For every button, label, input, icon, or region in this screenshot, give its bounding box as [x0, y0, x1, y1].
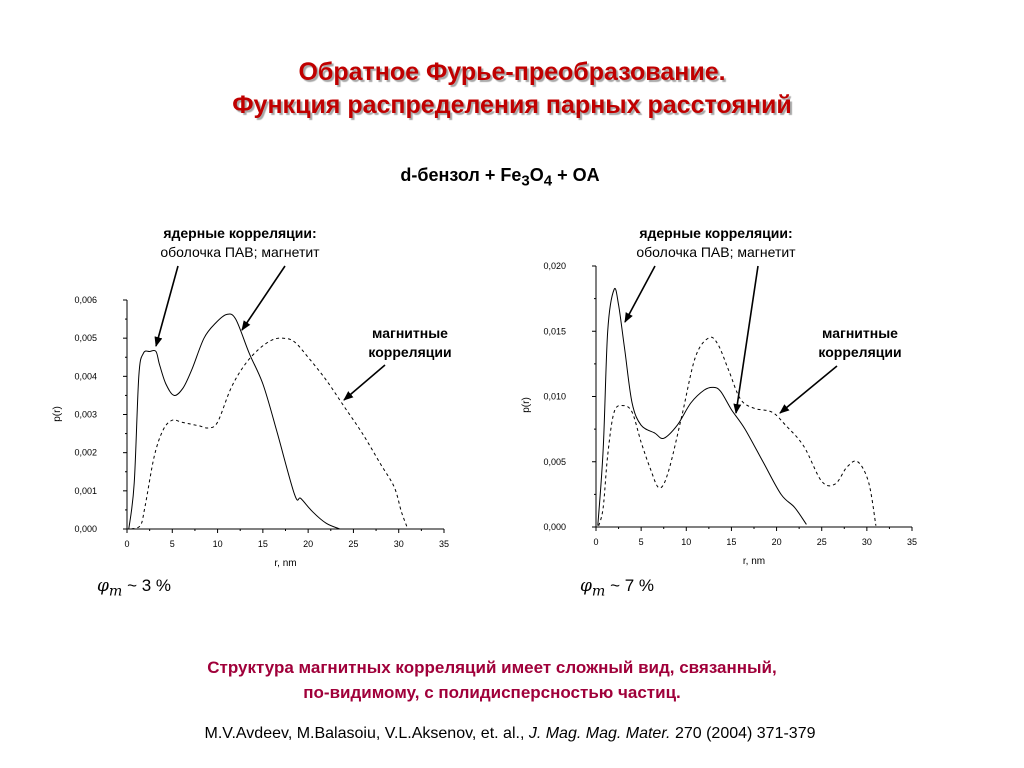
x-tick-label: 0: [124, 539, 130, 549]
y-tick-label: 0,003: [74, 409, 97, 420]
x-tick-label: 30: [861, 537, 872, 547]
sample-sub2: 4: [543, 172, 553, 190]
x-tick-label: 20: [303, 539, 314, 549]
y-tick-label: 0,006: [74, 295, 97, 305]
phi-value: ~ 3 %: [122, 576, 172, 595]
conclusion-line1: Структура магнитных корреляций имеет сложный вид, связанный,: [207, 658, 777, 677]
sample-suffix: + OA: [552, 165, 600, 185]
series-line-dashed: [599, 337, 876, 526]
arrow-nuclear-left-shell: [156, 266, 178, 346]
y-tick-label: 0,000: [74, 524, 97, 534]
x-tick-label: 10: [212, 539, 223, 549]
page-title-line1: Обратное Фурье-преобразование.: [298, 58, 726, 86]
x-tick-label: 0: [593, 537, 599, 547]
x-tick-label: 20: [771, 537, 782, 547]
y-tick-label: 0,000: [543, 522, 566, 532]
y-tick-label: 0,020: [543, 261, 566, 271]
sample-prefix: d-бензол + Fe: [400, 165, 522, 185]
y-tick-label: 0,010: [543, 391, 566, 402]
arrow-nuclear-right-magnetite: [736, 266, 758, 413]
y-tick-label: 0,005: [543, 456, 566, 467]
y-axis-label: p(r): [521, 397, 532, 413]
magnetic-line2: корреляции: [818, 344, 902, 360]
x-tick-label: 30: [393, 539, 404, 549]
conclusion-line2: по-видимому, с полидисперсностью частиц.: [303, 683, 681, 702]
x-tick-label: 5: [638, 537, 644, 547]
x-tick-label: 15: [726, 537, 737, 547]
sample-sub1: 3: [521, 172, 530, 190]
arrow-nuclear-right-shell: [625, 266, 655, 322]
y-tick-label: 0,001: [74, 485, 97, 496]
x-tick-label: 10: [681, 537, 692, 547]
series-line-solid: [598, 288, 807, 525]
nuclear-detail: оболочка ПАВ; магнетит: [160, 244, 320, 260]
page-title-line2: Функция распределения парных расстояний: [232, 91, 792, 119]
phi-symbol: φ: [97, 576, 109, 596]
y-tick-label: 0,005: [74, 333, 97, 344]
y-tick-label: 0,002: [74, 447, 97, 458]
x-tick-label: 35: [906, 537, 918, 547]
nuclear-title: ядерные корреляции:: [163, 225, 317, 241]
y-axis-label: p(r): [52, 406, 63, 422]
phi-sub: m: [108, 583, 123, 600]
citation-rest: 270 (2004) 371-379: [670, 725, 816, 742]
magnetic-line2: корреляции: [368, 344, 452, 360]
series-line-dashed: [132, 338, 408, 529]
arrow-nuclear-left-magnetite: [242, 266, 285, 330]
citation-authors: M.V.Avdeev, M.Balasoiu, V.L.Aksenov, et. al.,: [204, 725, 529, 742]
phi-sub: m: [591, 583, 606, 600]
magnetic-line1: магнитные: [372, 325, 448, 341]
y-tick-label: 0,015: [543, 326, 566, 337]
arrow-magnetic-left: [344, 365, 385, 400]
x-tick-label: 35: [438, 539, 450, 549]
citation-journal: J. Mag. Mag. Mater.: [528, 725, 671, 742]
arrow-magnetic-right: [780, 366, 837, 413]
annotation-arrows: [156, 266, 837, 413]
magnetic-line1: магнитные: [822, 325, 898, 341]
nuclear-detail: оболочка ПАВ; магнетит: [636, 244, 796, 260]
chart-left: [52, 295, 449, 569]
x-axis-label: r, nm: [274, 558, 297, 569]
phi-symbol: φ: [580, 576, 592, 596]
phi-value: ~ 7 %: [605, 576, 655, 595]
x-tick-label: 15: [257, 539, 268, 549]
x-tick-label: 25: [348, 539, 359, 549]
x-tick-label: 5: [169, 539, 175, 549]
chart-right: [521, 261, 917, 567]
series-line-solid: [129, 314, 340, 529]
x-tick-label: 25: [816, 537, 827, 547]
sample-mid: O: [529, 165, 544, 185]
x-axis-label: r, nm: [742, 556, 766, 567]
nuclear-title: ядерные корреляции:: [639, 225, 793, 241]
y-tick-label: 0,004: [74, 371, 97, 382]
